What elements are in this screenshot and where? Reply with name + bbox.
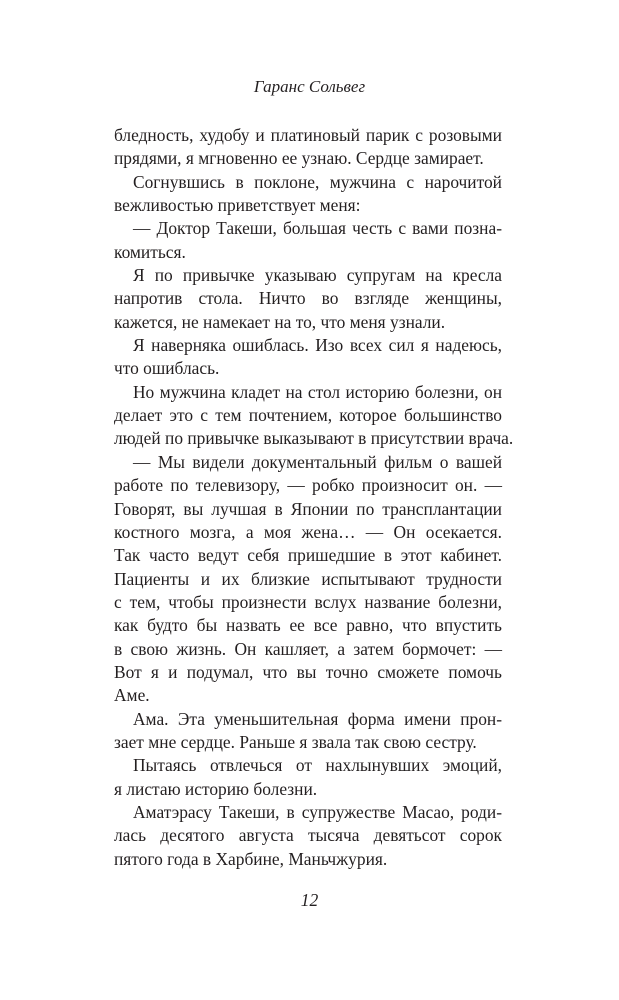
text-line: Я по привычке указываю супругам на кресла: [133, 265, 502, 286]
text-line: костного мозга, а моя жена… — Он осекается.: [114, 521, 502, 542]
text-line: напротив стола. Ничто во взгляде женщины,: [114, 288, 502, 309]
text-line: комиться.: [114, 241, 186, 262]
text-line: в свою жизнь. Он кашляет, а затем бормочет: —: [114, 638, 502, 659]
text-line: с тем, чтобы произнести вслух название болезни,: [114, 591, 502, 612]
body-text: [114, 124, 514, 871]
text-line: — Доктор Такеши, большая честь с вами позна-: [133, 218, 502, 239]
text-line: Пытаясь отвлечься от нахлынувших эмоций,: [133, 755, 502, 776]
text-line: Аме.: [114, 685, 150, 706]
text-line: кажется, не намекает на то, что меня узнали.: [114, 311, 446, 332]
text-line: лась десятого августа тысяча девятьсот сорок: [114, 825, 502, 846]
page-number: 12: [300, 890, 319, 910]
text-line: Так часто ведут себя пришедшие в этот кабинет.: [114, 545, 502, 566]
text-line: зает мне сердце. Раньше я звала так свою сестру.: [114, 731, 477, 752]
text-line: Аматэрасу Такеши, в супружестве Масао, роди-: [133, 801, 502, 822]
text-line: Согнувшись в поклоне, мужчина с нарочитой: [133, 171, 502, 192]
text-line: что ошиблась.: [114, 358, 220, 379]
text-line: Говорят, вы лучшая в Японии по трансплантации: [114, 498, 502, 519]
text-line: — Мы видели документальный фильм о вашей: [133, 451, 502, 472]
text-line: людей по привычке выказывают в присутствии врача.: [114, 428, 514, 449]
text-line: делает это с тем почтением, которое большинство: [114, 405, 502, 426]
text-line: я листаю историю болезни.: [114, 778, 318, 799]
text-line: пятого года в Харбине, Маньчжурия.: [114, 848, 388, 869]
text-line: как будто бы назвать ее все равно, что впустить: [114, 615, 502, 636]
text-line: работе по телевизору, — робко произносит он. —: [114, 475, 502, 496]
text-line: Ама. Эта уменьшительная форма имени прон-: [133, 708, 502, 729]
text-line: Пациенты и их близкие испытывают трудности: [114, 568, 502, 589]
running-header: Гаранс Сольвег: [253, 77, 366, 96]
text-line: Но мужчина кладет на стол историю болезни, он: [133, 381, 502, 402]
text-line: Я наверняка ошиблась. Изо всех сил я надеюсь,: [133, 335, 502, 356]
text-line: прядями, я мгновенно ее узнаю. Сердце замирает.: [114, 148, 484, 169]
text-line: бледность, худобу и платиновый парик с розовыми: [114, 125, 502, 145]
text-line: вежливостью приветствует меня:: [114, 195, 361, 216]
text-line: Вот я и подумал, что вы точно сможете помочь: [114, 661, 502, 682]
